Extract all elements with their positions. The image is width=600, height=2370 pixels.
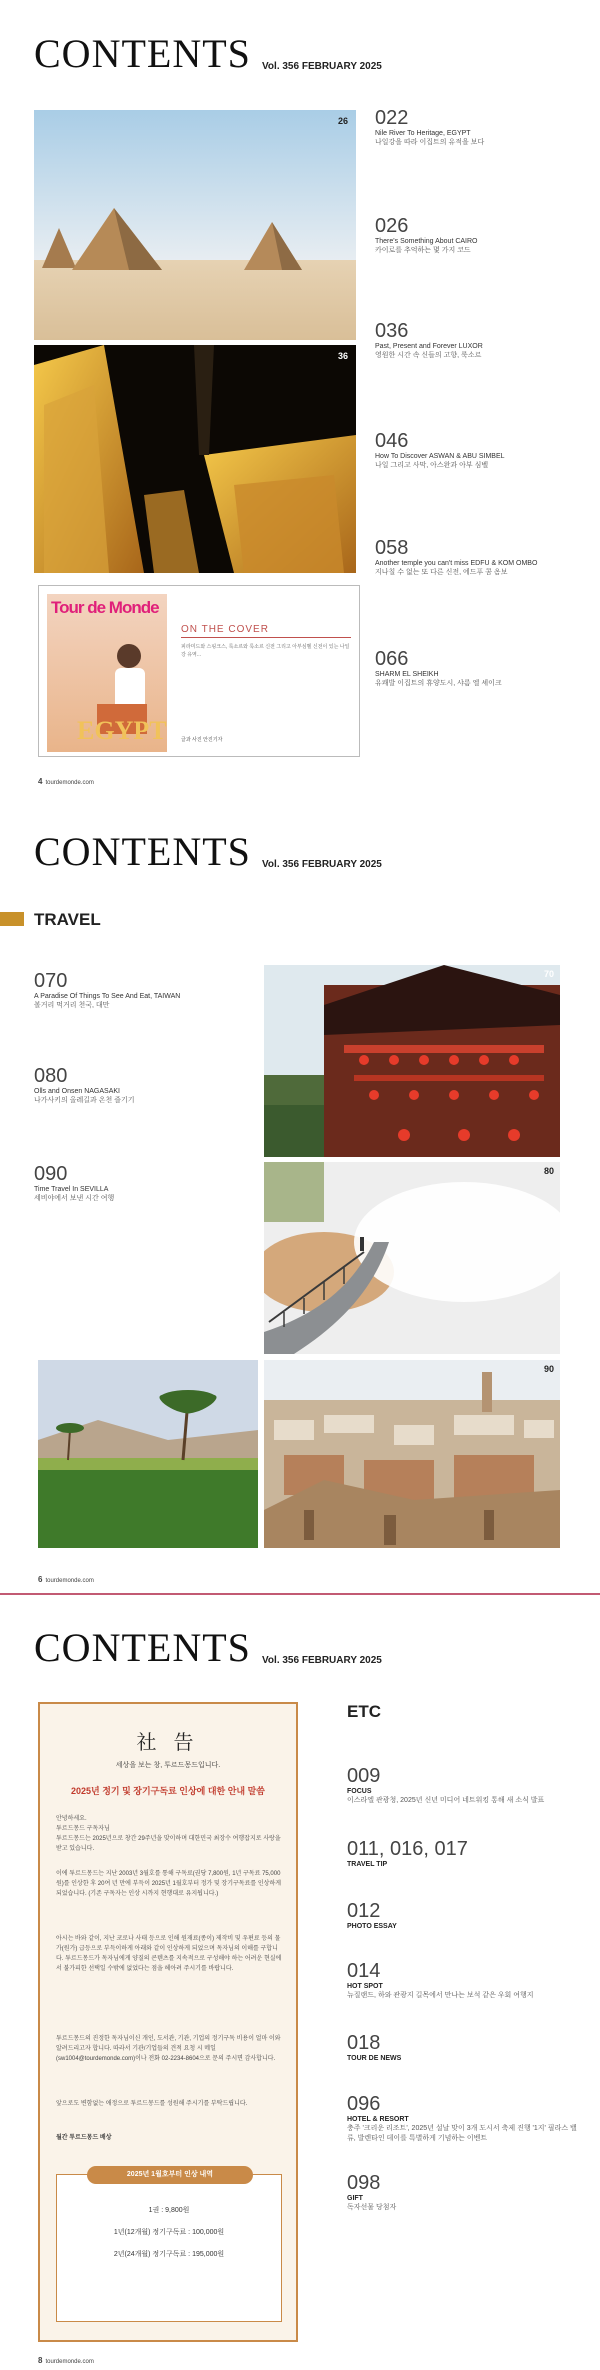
cover-masthead: Tour de Monde [51, 598, 159, 617]
contents-title: CONTENTS [34, 31, 251, 76]
sevilla-city-photo [264, 1360, 560, 1548]
item-number: 090 [34, 1163, 68, 1185]
toc-item[interactable] [375, 537, 590, 577]
item-desc: 충주 '크리운 리조트', 2025년 설날 맞이 3개 도시서 축제 진행 '1지' 필라스 밸류, 발렌타인 데이를 특별하게 기념하는 이벤트 [347, 2125, 577, 2142]
item-title-kr: 볼거리 먹거리 천국, 대만 [34, 1002, 110, 1009]
item-category: TRAVEL TIP [347, 1861, 388, 1868]
price-label: 1권 : [148, 2207, 164, 2214]
item-title-kr: 나일강을 따라 이집트의 유적을 보다 [375, 139, 485, 146]
item-title-kr: 카이로를 추억하는 몇 가지 코드 [375, 247, 471, 254]
price-label: 2년(24개월) 정기구독료 : [113, 2251, 191, 2258]
item-number: 018 [347, 2032, 381, 2054]
item-number: 080 [34, 1065, 68, 1087]
contents-title: CONTENTS [34, 1625, 251, 1670]
page-1 [0, 0, 600, 790]
toc-item[interactable] [34, 1163, 254, 1203]
toc-item[interactable] [375, 215, 585, 255]
pyramids-photo [34, 110, 356, 340]
item-number: 098 [347, 2172, 381, 2194]
issue-label: Vol. 356 FEBRUARY 2025 [262, 61, 382, 72]
travel-section-bar [0, 912, 24, 926]
item-title-en: Past, Present and Forever LUXOR [375, 343, 483, 350]
taiwan-photo [264, 965, 560, 1157]
notice-paragraph: 투르드몽드의 진정한 독자님이신 개인, 도서관, 기관, 기업의 정기구독 비용이 얼마 이와 알려드리고자 합니다. 따라서 기관/기업들의 견적 요청 시 메일(sw1004@tourdemonde.com)이나 전화 02-2234-8604으로 문의 주시면 감사합니다. [56, 2036, 281, 2062]
sevilla-palm-photo [38, 1360, 258, 1548]
footer-site: tourdemonde.com [45, 1578, 94, 1584]
etc-section-title: ETC [347, 1702, 381, 1721]
price-row [57, 2227, 281, 2237]
toc-item[interactable] [375, 430, 585, 470]
page-3 [0, 1600, 600, 2370]
issue-label: Vol. 356 FEBRUARY 2025 [262, 859, 382, 870]
item-number: 011, 016, 017 [347, 1838, 468, 1860]
cover-text: 피라미드와 스핑크스, 룩소르와 룩소르 신전 그리고 아부심벨 신전이 있는 나일강 유역... [181, 644, 350, 658]
toc-item[interactable] [347, 1900, 567, 1930]
toc-item[interactable] [347, 2093, 577, 2143]
item-number: 026 [375, 215, 409, 237]
notice-title: 社 告 [136, 1732, 200, 1754]
notice-greeting: 안녕하세요. 투르드몽드 구독자님 투르드몽드는 2025년으로 창간 29주년을 맞이하며 대한민국 최장수 여행잡지로 사랑을 받고 있습니다. [56, 1816, 281, 1852]
price-label: 1년(12개월) 정기구독료 : [113, 2229, 191, 2236]
toc-item[interactable] [375, 648, 585, 688]
price-box [56, 2171, 282, 2322]
on-the-cover-box [38, 585, 360, 757]
item-title-kr: 세비야에서 보낸 시간 여행 [34, 1195, 115, 1202]
footer-page-number: 6 [38, 1575, 43, 1584]
price-row [57, 2205, 281, 2215]
item-number: 036 [375, 320, 409, 342]
item-category: TOUR DE NEWS [347, 2055, 402, 2062]
item-title-kr: 영원한 시간 속 신들의 고향, 룩소르 [375, 352, 482, 359]
cover-credit: 글과 사진 안진기자 [181, 737, 223, 743]
price-row [57, 2249, 281, 2259]
toc-item[interactable] [34, 1065, 254, 1105]
footer-site: tourdemonde.com [45, 2359, 94, 2365]
item-desc: 독자선물 당첨자 [347, 2204, 397, 2211]
item-category: PHOTO ESSAY [347, 1923, 397, 1930]
item-category: FOCUS [347, 1788, 372, 1795]
nagasaki-onsen-photo [264, 1162, 560, 1354]
luxor-temple-photo [34, 345, 356, 573]
issue-label: Vol. 356 FEBRUARY 2025 [262, 1655, 382, 1666]
item-number: 012 [347, 1900, 381, 1922]
contents-title: CONTENTS [34, 829, 251, 874]
toc-item[interactable] [375, 320, 585, 360]
item-category: HOT SPOT [347, 1983, 383, 1990]
item-title-kr: 나일 그리고 사막, 아스완과 아부 심벨 [375, 462, 489, 469]
notice-paragraph: 앞으로도 변함없는 애정으로 투르드몽드를 성원해 주시기를 부탁드립니다. [56, 2101, 248, 2107]
item-category: GIFT [347, 2195, 363, 2202]
travel-section-title: TRAVEL [34, 910, 101, 929]
toc-item[interactable] [347, 2172, 567, 2212]
photo-page-number: 26 [337, 116, 348, 126]
toc-item[interactable] [347, 1960, 567, 2000]
toc-item[interactable] [347, 1838, 567, 1868]
item-number: 014 [347, 1960, 381, 1982]
photo-page-number: 70 [543, 969, 554, 979]
item-title-en: Olls and Onsen NAGASAKI [34, 1088, 120, 1095]
photo-page-number: 90 [543, 1364, 554, 1374]
cover-thumbnail [47, 594, 167, 752]
page-footer [38, 2356, 94, 2365]
item-number: 096 [347, 2093, 381, 2115]
item-desc: 이스라엘 관광청, 2025년 신년 미디어 네트워킹 통해 새 소식 발표 [347, 1797, 545, 1804]
item-title-en: How To Discover ASWAN & ABU SIMBEL [375, 453, 505, 460]
notice-signature: 월간 투르드몽드 배상 [56, 2135, 112, 2141]
footer-site: tourdemonde.com [45, 780, 94, 786]
item-title-en: SHARM EL SHEIKH [375, 671, 439, 678]
item-number: 058 [375, 537, 409, 559]
notice-paragraph: 아시는 바와 같이, 지난 코로나 사태 등으로 인해 원재료(종이) 제작비 및 우편료 등의 물가(원가) 급등으로 부득이하게 아래와 같이 인상하게 되었으며 독자님의 이해를 구합니다. 투르드몽드가 독자님에게 양질의 콘텐츠를 지속적으로 구성해야 하는 어려운 현실에서 불가피한 선택일 수밖에 없었다는 점을 헤아려 주시기를 바랍니다. [56, 1936, 282, 1972]
item-number: 022 [375, 107, 409, 129]
price-value: 9,800원 [165, 2207, 190, 2214]
notice-subtitle: 세상을 보는 창, 투르드몽드입니다. [115, 1762, 221, 1769]
cover-word: EGYPT [77, 716, 167, 745]
item-title-kr: 지나칠 수 없는 또 다른 신전, 에드푸 콤 옴보 [375, 569, 508, 576]
cover-heading: ON THE COVER [181, 624, 269, 635]
item-title-en: Nile River To Heritage, EGYPT [375, 130, 471, 137]
toc-item[interactable] [375, 107, 585, 147]
item-title-en: Another temple you can't miss EDFU & KOM OMBO [375, 560, 538, 567]
item-title-en: Time Travel In SEVILLA [34, 1186, 109, 1193]
page-2 [0, 800, 600, 1590]
price-title: 2025년 1월호부터 인상 내역 [87, 2166, 253, 2184]
item-title-kr: 유쾌발 이집트의 휴양도시, 샤름 엘 셰이크 [375, 680, 502, 687]
photo-page-number: 36 [337, 351, 348, 361]
footer-page-number: 4 [38, 777, 43, 786]
page-footer [38, 777, 94, 786]
item-title-en: A Paradise Of Things To See And Eat, TAIWAN [34, 993, 181, 1000]
toc-item[interactable] [347, 2032, 567, 2062]
toc-item[interactable] [347, 1765, 567, 1805]
item-number: 046 [375, 430, 409, 452]
item-number: 009 [347, 1765, 381, 1787]
item-title-kr: 나가사키의 올레길과 온천 즐기기 [34, 1097, 135, 1104]
price-value: 100,000원 [192, 2229, 225, 2236]
notice-box [38, 1702, 298, 2342]
page-footer [38, 1575, 94, 1584]
price-value: 195,000원 [192, 2251, 225, 2258]
notice-paragraph: 이에 투르드몽드는 지난 2003년 3월호를 통해 구독료(권당 7,800원, 1년 구독료 75,000원)를 인상한 후 20여 년 만에 부득이 2025년 1월호부터 정가 및 장기구독료를 인상하게 되었습니다. (기존 구독자는 인상 시까지 현행대로 유지됩니다.) [56, 1871, 282, 1897]
item-number: 066 [375, 648, 409, 670]
item-number: 070 [34, 970, 68, 992]
notice-headline: 2025년 정기 및 장기구독료 인상에 대한 안내 말씀 [70, 1786, 266, 1796]
photo-page-number: 80 [543, 1166, 554, 1176]
page-divider [0, 1593, 600, 1595]
item-title-en: There's Something About CAIRO [375, 238, 478, 245]
footer-page-number: 8 [38, 2356, 43, 2365]
item-category: HOTEL & RESORT [347, 2116, 409, 2123]
toc-item[interactable] [34, 970, 254, 1010]
item-desc: 뉴질랜드, 하와 관광지 길목에서 만나는 보석 같은 우회 여행지 [347, 1992, 534, 1999]
